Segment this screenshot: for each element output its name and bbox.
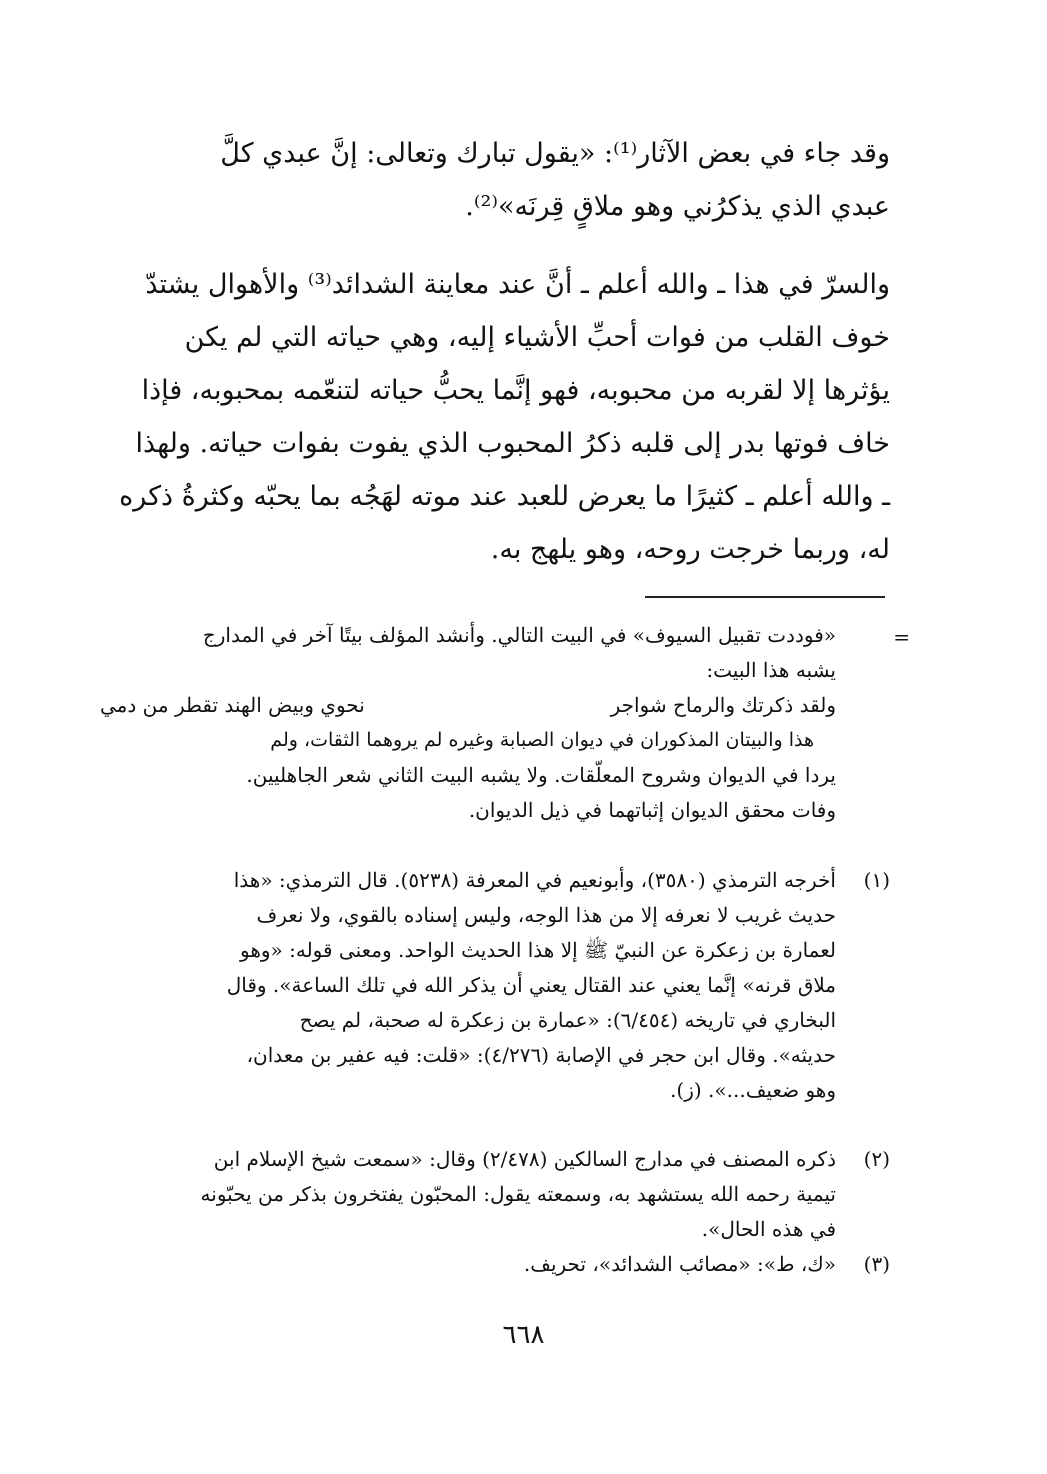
text-line: يؤثرها إلا لقربه من محبوبه، فهو إنَّما يحبُّ حياته لتنعّمه بمحبوبه، فإذا — [141, 375, 890, 406]
footnote-line: حديثه». وقال ابن حجر في الإصابة (٤/٢٧٦): «قلت: فيه عفير بن معدان، — [246, 1043, 836, 1067]
paragraph-1 — [100, 127, 890, 233]
footnote-2 — [100, 1142, 890, 1247]
footnote-line: يشبه هذا البيت: — [706, 658, 836, 682]
footnote-number: (١) — [863, 868, 890, 892]
footnote-continuation — [100, 618, 910, 828]
page-number: ٦٦٨ — [502, 1320, 545, 1350]
text-line: وقد جاء في بعض الآثار⁽¹⁾: «يقول تبارك وتعالى: إنَّ عبدي كلَّ — [220, 138, 890, 169]
text-line: والسرّ في هذا ـ والله أعلم ـ أنَّ عند معاينة الشدائد⁽³⁾ والأهوال يشتدّ — [145, 269, 890, 300]
footnote-line: تيمية رحمه الله يستشهد به، وسمعته يقول: المحبّون يفتخرون بذكر من يحبّونه — [200, 1182, 836, 1206]
footnote-line: يردا في الديوان وشروح المعلّقات. ولا يشبه البيت الثاني شعر الجاهليين. — [246, 763, 836, 787]
footnote-number: (٣) — [863, 1252, 890, 1276]
footnote-line: حديث غريب لا نعرفه إلا من هذا الوجه، وليس إسناده بالقوي، ولا نعرف — [256, 903, 836, 927]
text-line: خوف القلب من فوات أحبِّ الأشياء إليه، وهي حياته التي لم يكن — [184, 322, 890, 353]
footnote-line: ذكره المصنف في مدارج السالكين (٢/٤٧٨) وقال: «سمعت شيخ الإسلام ابن — [213, 1147, 836, 1171]
footnote-line: هذا والبيتان المذكوران في ديوان الصبابة وغيره لم يروهما الثقات، ولم — [270, 729, 814, 751]
footnote-separator — [645, 596, 885, 598]
verse-hemistich-left: نحوي وبيض الهند تقطر من دمي — [100, 693, 365, 717]
footnote-line: ملاق قرنه» إنَّما يعني عند القتال يعني أن يذكر الله في تلك الساعة». وقال — [226, 973, 836, 997]
footnote-3 — [100, 1247, 890, 1282]
footnote-line: وفات محقق الديوان إثباتهما في ذيل الديوان. — [468, 798, 836, 822]
footnote-line: وهو ضعيف...». (ز). — [670, 1078, 836, 1102]
verse-hemistich-right: ولقد ذكرتك والرماح شواجر — [610, 693, 836, 717]
footnote-line: لعمارة بن زعكرة عن النبيّ ﷺ إلا هذا الحديث الواحد. ومعنى قوله: «وهو — [239, 938, 836, 962]
footnote-line: «فوددت تقبيل السيوف» في البيت التالي. وأنشد المؤلف بيتًا آخر في المدارج — [202, 623, 836, 647]
text-line: له، وربما خرجت روحه، وهو يلهج به. — [490, 534, 890, 565]
footnote-line: أخرجه الترمذي (٣٥٨٠)، وأبونعيم في المعرفة (٥٢٣٨). قال الترمذي: «هذا — [233, 868, 836, 892]
footnote-line: «ك، ط»: «مصائب الشدائد»، تحريف. — [523, 1252, 836, 1276]
text-line: خاف فوتها بدر إلى قلبه ذكرُ المحبوب الذي يفوت بفوات حياته. ولهذا — [135, 428, 890, 459]
text-line: عبدي الذي يذكرُني وهو ملاقٍ قِرنَه»⁽²⁾. — [465, 191, 890, 222]
continuation-mark: = — [893, 625, 910, 649]
poem-verse — [100, 688, 836, 723]
footnote-line: البخاري في تاريخه (٦/٤٥٤): «عمارة بن زعكرة له صحبة، لم يصح — [299, 1008, 836, 1032]
footnote-number: (٢) — [863, 1147, 890, 1171]
footnote-line: في هذه الحال». — [701, 1217, 836, 1241]
paragraph-2 — [100, 258, 890, 576]
text-line: ـ والله أعلم ـ كثيرًا ما يعرض للعبد عند موته لهَجُه بما يحبّه وكثرةُ ذكره — [119, 481, 890, 512]
footnote-1 — [100, 863, 890, 1108]
